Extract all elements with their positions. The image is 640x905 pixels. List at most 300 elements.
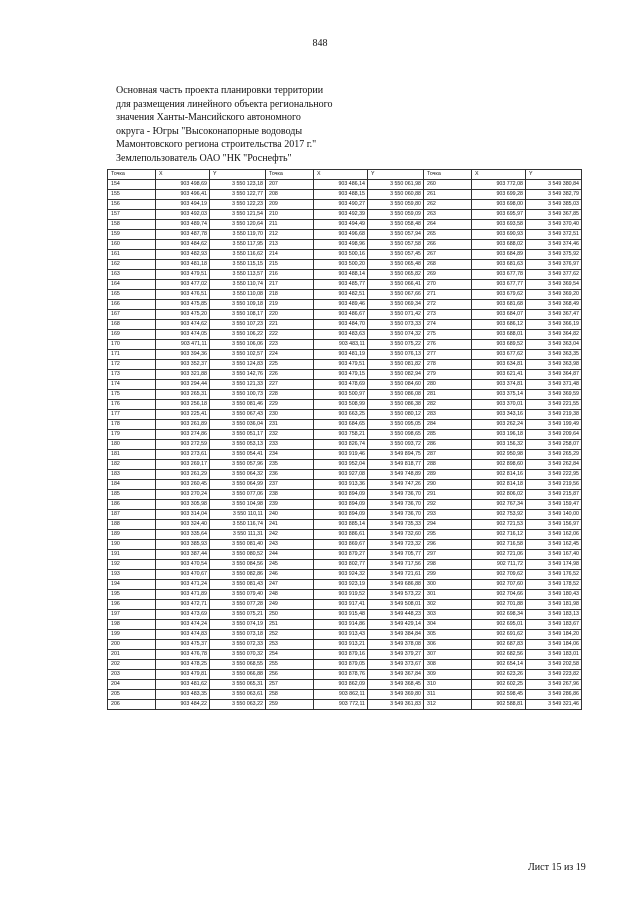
x-coordinate-cell: 903 879,05 — [314, 659, 368, 669]
y-coordinate-cell: 3 549 167,40 — [526, 549, 582, 559]
y-coordinate-cell: 3 550 116,62 — [210, 249, 266, 259]
x-coordinate-cell: 903 196,18 — [472, 429, 526, 439]
x-coordinate-cell: 903 919,46 — [314, 449, 368, 459]
x-coordinate-cell: 902 814,16 — [472, 469, 526, 479]
table-row — [108, 189, 582, 199]
y-coordinate-cell: 3 549 369,80 — [368, 689, 424, 699]
table-row — [108, 259, 582, 269]
point-number-cell: 192 — [108, 559, 156, 569]
point-number-cell: 193 — [108, 569, 156, 579]
x-coordinate-cell: 903 492,03 — [156, 209, 210, 219]
x-coordinate-cell: 903 483,35 — [156, 689, 210, 699]
point-number-cell: 228 — [266, 389, 314, 399]
y-coordinate-cell: 3 550 084,56 — [210, 559, 266, 569]
y-coordinate-cell: 3 549 209,64 — [526, 429, 582, 439]
table-row — [108, 689, 582, 699]
x-coordinate-cell: 902 950,98 — [472, 449, 526, 459]
y-coordinate-cell: 3 550 093,72 — [368, 439, 424, 449]
point-number-cell: 181 — [108, 449, 156, 459]
point-number-cell: 273 — [424, 309, 472, 319]
point-number-cell: 261 — [424, 189, 472, 199]
y-coordinate-cell: 3 550 065,31 — [210, 679, 266, 689]
y-coordinate-cell: 3 549 364,87 — [526, 369, 582, 379]
table-row — [108, 529, 582, 539]
point-number-cell: 302 — [424, 599, 472, 609]
table-row — [108, 289, 582, 299]
y-coordinate-cell: 3 549 159,47 — [526, 499, 582, 509]
table-row — [108, 339, 582, 349]
table-row — [108, 599, 582, 609]
point-number-cell: 252 — [266, 629, 314, 639]
point-number-cell: 189 — [108, 529, 156, 539]
point-number-cell: 258 — [266, 689, 314, 699]
x-coordinate-cell: 903 879,16 — [314, 649, 368, 659]
y-coordinate-cell: 3 549 321,46 — [526, 699, 582, 709]
y-coordinate-cell: 3 549 183,67 — [526, 619, 582, 629]
table-row — [108, 389, 582, 399]
point-number-cell: 299 — [424, 569, 472, 579]
y-coordinate-cell: 3 549 723,32 — [368, 539, 424, 549]
x-coordinate-cell: 903 484,62 — [156, 239, 210, 249]
point-number-cell: 202 — [108, 659, 156, 669]
y-coordinate-cell: 3 549 448,23 — [368, 609, 424, 619]
x-coordinate-cell: 903 477,02 — [156, 279, 210, 289]
heading-line: Землепользователь ОАО "НК "Роснефть" — [116, 152, 292, 164]
y-coordinate-cell: 3 550 081,40 — [210, 539, 266, 549]
y-coordinate-cell: 3 550 110,11 — [210, 509, 266, 519]
point-number-cell: 291 — [424, 489, 472, 499]
point-number-cell: 173 — [108, 369, 156, 379]
x-coordinate-cell: 903 269,17 — [156, 459, 210, 469]
y-coordinate-cell: 3 550 082,86 — [210, 569, 266, 579]
x-coordinate-cell: 903 474,05 — [156, 329, 210, 339]
y-coordinate-cell: 3 550 111,31 — [210, 529, 266, 539]
point-number-cell: 227 — [266, 379, 314, 389]
y-coordinate-cell: 3 550 059,80 — [368, 199, 424, 209]
y-coordinate-cell: 3 550 102,57 — [210, 349, 266, 359]
y-coordinate-cell: 3 549 721,61 — [368, 569, 424, 579]
y-coordinate-cell: 3 550 124,83 — [210, 359, 266, 369]
point-number-cell: 276 — [424, 339, 472, 349]
y-coordinate-cell: 3 550 107,23 — [210, 319, 266, 329]
x-coordinate-cell: 902 654,14 — [472, 659, 526, 669]
table-row — [108, 299, 582, 309]
table-row — [108, 179, 582, 189]
x-coordinate-cell: 903 478,69 — [314, 379, 368, 389]
coordinates-table — [107, 169, 582, 710]
x-coordinate-cell: 902 711,72 — [472, 559, 526, 569]
y-coordinate-cell: 3 549 180,43 — [526, 589, 582, 599]
y-coordinate-cell: 3 549 732,60 — [368, 529, 424, 539]
x-coordinate-cell: 903 486,67 — [314, 309, 368, 319]
y-coordinate-cell: 3 550 066,88 — [210, 669, 266, 679]
y-coordinate-cell: 3 549 183,13 — [526, 609, 582, 619]
point-number-cell: 281 — [424, 389, 472, 399]
y-coordinate-cell: 3 549 717,56 — [368, 559, 424, 569]
y-coordinate-cell: 3 550 064,99 — [210, 479, 266, 489]
y-coordinate-cell: 3 550 060,88 — [368, 189, 424, 199]
y-coordinate-cell: 3 549 222,95 — [526, 469, 582, 479]
x-coordinate-cell: 903 913,43 — [314, 629, 368, 639]
point-number-cell: 177 — [108, 409, 156, 419]
point-number-cell: 304 — [424, 619, 472, 629]
y-coordinate-cell: 3 549 184,06 — [526, 639, 582, 649]
y-coordinate-cell: 3 550 113,57 — [210, 269, 266, 279]
x-coordinate-cell: 903 262,24 — [472, 419, 526, 429]
y-coordinate-cell: 3 550 036,04 — [210, 419, 266, 429]
y-coordinate-cell: 3 549 176,52 — [526, 569, 582, 579]
x-coordinate-cell: 903 634,81 — [472, 359, 526, 369]
y-coordinate-cell: 3 550 106,06 — [210, 339, 266, 349]
point-number-cell: 239 — [266, 499, 314, 509]
point-number-cell: 237 — [266, 479, 314, 489]
point-number-cell: 241 — [266, 519, 314, 529]
x-coordinate-cell: 903 621,41 — [472, 369, 526, 379]
point-number-cell: 210 — [266, 209, 314, 219]
x-coordinate-cell: 902 691,62 — [472, 629, 526, 639]
column-header: Y — [526, 170, 582, 180]
x-coordinate-cell: 903 681,63 — [472, 259, 526, 269]
table-row — [108, 519, 582, 529]
point-number-cell: 287 — [424, 449, 472, 459]
x-coordinate-cell: 903 476,78 — [156, 649, 210, 659]
y-coordinate-cell: 3 550 058,48 — [368, 219, 424, 229]
x-coordinate-cell: 903 479,51 — [156, 269, 210, 279]
y-coordinate-cell: 3 549 162,45 — [526, 539, 582, 549]
x-coordinate-cell: 903 689,52 — [472, 339, 526, 349]
point-number-cell: 231 — [266, 419, 314, 429]
x-coordinate-cell: 903 471,89 — [156, 589, 210, 599]
point-number-cell: 266 — [424, 239, 472, 249]
y-coordinate-cell: 3 550 110,74 — [210, 279, 266, 289]
x-coordinate-cell: 903 498,69 — [156, 179, 210, 189]
x-coordinate-cell: 903 695,97 — [472, 209, 526, 219]
y-coordinate-cell: 3 549 747,26 — [368, 479, 424, 489]
y-coordinate-cell: 3 550 069,34 — [368, 299, 424, 309]
table-row — [108, 249, 582, 259]
table-row — [108, 309, 582, 319]
point-number-cell: 199 — [108, 629, 156, 639]
point-number-cell: 219 — [266, 299, 314, 309]
table-row — [108, 399, 582, 409]
table-row — [108, 489, 582, 499]
y-coordinate-cell: 3 550 115,15 — [210, 259, 266, 269]
x-coordinate-cell: 903 886,61 — [314, 529, 368, 539]
y-coordinate-cell: 3 550 065,48 — [368, 259, 424, 269]
point-number-cell: 310 — [424, 679, 472, 689]
point-number-cell: 184 — [108, 479, 156, 489]
y-coordinate-cell: 3 549 262,84 — [526, 459, 582, 469]
x-coordinate-cell: 903 256,18 — [156, 399, 210, 409]
y-coordinate-cell: 3 549 363,35 — [526, 349, 582, 359]
x-coordinate-cell: 903 492,39 — [314, 209, 368, 219]
point-number-cell: 238 — [266, 489, 314, 499]
point-number-cell: 298 — [424, 559, 472, 569]
y-coordinate-cell: 3 550 081,43 — [210, 579, 266, 589]
x-coordinate-cell: 902 698,34 — [472, 609, 526, 619]
table-row — [108, 589, 582, 599]
y-coordinate-cell: 3 549 375,92 — [526, 249, 582, 259]
x-coordinate-cell: 903 879,27 — [314, 549, 368, 559]
x-coordinate-cell: 903 156,32 — [472, 439, 526, 449]
x-coordinate-cell: 903 500,16 — [314, 249, 368, 259]
point-number-cell: 254 — [266, 649, 314, 659]
table-row — [108, 349, 582, 359]
point-number-cell: 226 — [266, 369, 314, 379]
y-coordinate-cell: 3 549 367,85 — [526, 209, 582, 219]
column-header: Точка — [266, 170, 314, 180]
table-row — [108, 669, 582, 679]
table-row — [108, 449, 582, 459]
table-row — [108, 429, 582, 439]
y-coordinate-cell: 3 550 063,22 — [210, 699, 266, 709]
x-coordinate-cell: 902 709,62 — [472, 569, 526, 579]
point-number-cell: 244 — [266, 549, 314, 559]
point-number-cell: 277 — [424, 349, 472, 359]
x-coordinate-cell: 903 508,99 — [314, 399, 368, 409]
table-row — [108, 699, 582, 709]
y-coordinate-cell: 3 550 071,42 — [368, 309, 424, 319]
x-coordinate-cell: 903 274,86 — [156, 429, 210, 439]
table-row — [108, 329, 582, 339]
x-coordinate-cell: 903 488,15 — [314, 189, 368, 199]
y-coordinate-cell: 3 549 367,47 — [526, 309, 582, 319]
x-coordinate-cell: 902 721,06 — [472, 549, 526, 559]
x-coordinate-cell: 903 686,12 — [472, 319, 526, 329]
x-coordinate-cell: 903 772,08 — [472, 179, 526, 189]
point-number-cell: 253 — [266, 639, 314, 649]
y-coordinate-cell: 3 550 122,23 — [210, 199, 266, 209]
point-number-cell: 216 — [266, 269, 314, 279]
y-coordinate-cell: 3 550 119,70 — [210, 229, 266, 239]
x-coordinate-cell: 903 394,36 — [156, 349, 210, 359]
point-number-cell: 179 — [108, 429, 156, 439]
point-number-cell: 164 — [108, 279, 156, 289]
y-coordinate-cell: 3 550 121,54 — [210, 209, 266, 219]
y-coordinate-cell: 3 549 368,49 — [526, 299, 582, 309]
table-header-row — [108, 170, 582, 180]
y-coordinate-cell: 3 549 573,22 — [368, 589, 424, 599]
y-coordinate-cell: 3 550 073,33 — [368, 319, 424, 329]
y-coordinate-cell: 3 550 051,17 — [210, 429, 266, 439]
point-number-cell: 221 — [266, 319, 314, 329]
x-coordinate-cell: 902 767,34 — [472, 499, 526, 509]
x-coordinate-cell: 903 913,36 — [314, 479, 368, 489]
x-coordinate-cell: 903 471,11 — [156, 339, 210, 349]
point-number-cell: 163 — [108, 269, 156, 279]
y-coordinate-cell: 3 549 219,38 — [526, 409, 582, 419]
point-number-cell: 233 — [266, 439, 314, 449]
point-number-cell: 186 — [108, 499, 156, 509]
y-coordinate-cell: 3 549 377,62 — [526, 269, 582, 279]
point-number-cell: 170 — [108, 339, 156, 349]
point-number-cell: 203 — [108, 669, 156, 679]
x-coordinate-cell: 903 915,48 — [314, 609, 368, 619]
y-coordinate-cell: 3 549 156,97 — [526, 519, 582, 529]
x-coordinate-cell: 903 693,58 — [472, 219, 526, 229]
point-number-cell: 262 — [424, 199, 472, 209]
point-number-cell: 268 — [424, 259, 472, 269]
point-number-cell: 301 — [424, 589, 472, 599]
x-coordinate-cell: 903 684,65 — [314, 419, 368, 429]
y-coordinate-cell: 3 549 286,86 — [526, 689, 582, 699]
x-coordinate-cell: 903 335,64 — [156, 529, 210, 539]
point-number-cell: 220 — [266, 309, 314, 319]
column-header: Точка — [424, 170, 472, 180]
x-coordinate-cell: 903 265,31 — [156, 389, 210, 399]
x-coordinate-cell: 903 475,37 — [156, 639, 210, 649]
point-number-cell: 194 — [108, 579, 156, 589]
x-coordinate-cell: 903 472,71 — [156, 599, 210, 609]
table-row — [108, 269, 582, 279]
x-coordinate-cell: 903 663,25 — [314, 409, 368, 419]
point-number-cell: 285 — [424, 429, 472, 439]
y-coordinate-cell: 3 549 736,70 — [368, 499, 424, 509]
y-coordinate-cell: 3 549 379,27 — [368, 649, 424, 659]
table-row — [108, 199, 582, 209]
y-coordinate-cell: 3 549 174,98 — [526, 559, 582, 569]
x-coordinate-cell: 903 481,62 — [156, 679, 210, 689]
x-coordinate-cell: 903 374,81 — [472, 379, 526, 389]
point-number-cell: 180 — [108, 439, 156, 449]
table-row — [108, 459, 582, 469]
y-coordinate-cell: 3 550 080,52 — [210, 549, 266, 559]
y-coordinate-cell: 3 549 380,84 — [526, 179, 582, 189]
x-coordinate-cell: 902 716,58 — [472, 539, 526, 549]
point-number-cell: 206 — [108, 699, 156, 709]
table-row — [108, 639, 582, 649]
table-row — [108, 609, 582, 619]
heading-line: значения Ханты-Мансийского автономного — [116, 112, 301, 124]
y-coordinate-cell: 3 550 121,33 — [210, 379, 266, 389]
x-coordinate-cell: 903 479,15 — [314, 369, 368, 379]
table-row — [108, 209, 582, 219]
point-number-cell: 205 — [108, 689, 156, 699]
point-number-cell: 167 — [108, 309, 156, 319]
y-coordinate-cell: 3 549 368,45 — [368, 679, 424, 689]
table-row — [108, 579, 582, 589]
point-number-cell: 309 — [424, 669, 472, 679]
y-coordinate-cell: 3 549 364,82 — [526, 329, 582, 339]
point-number-cell: 196 — [108, 599, 156, 609]
y-coordinate-cell: 3 550 075,21 — [210, 609, 266, 619]
y-coordinate-cell: 3 549 373,67 — [368, 659, 424, 669]
table-row — [108, 409, 582, 419]
column-header: X — [156, 170, 210, 180]
point-number-cell: 158 — [108, 219, 156, 229]
y-coordinate-cell: 3 550 074,32 — [368, 329, 424, 339]
x-coordinate-cell: 902 707,60 — [472, 579, 526, 589]
point-number-cell: 305 — [424, 629, 472, 639]
y-coordinate-cell: 3 549 369,20 — [526, 289, 582, 299]
point-number-cell: 157 — [108, 209, 156, 219]
point-number-cell: 178 — [108, 419, 156, 429]
y-coordinate-cell: 3 549 369,54 — [526, 279, 582, 289]
y-coordinate-cell: 3 550 067,43 — [210, 409, 266, 419]
y-coordinate-cell: 3 550 053,13 — [210, 439, 266, 449]
point-number-cell: 222 — [266, 329, 314, 339]
x-coordinate-cell: 903 681,68 — [472, 299, 526, 309]
x-coordinate-cell: 903 699,28 — [472, 189, 526, 199]
point-number-cell: 303 — [424, 609, 472, 619]
column-header: Точка — [108, 170, 156, 180]
y-coordinate-cell: 3 550 068,55 — [210, 659, 266, 669]
x-coordinate-cell: 903 261,29 — [156, 469, 210, 479]
heading-line: Мамонтовского региона строительства 2017 г." — [116, 139, 317, 151]
x-coordinate-cell: 903 684,89 — [472, 249, 526, 259]
y-coordinate-cell: 3 549 183,01 — [526, 649, 582, 659]
point-number-cell: 169 — [108, 329, 156, 339]
x-coordinate-cell: 903 352,37 — [156, 359, 210, 369]
y-coordinate-cell: 3 549 363,98 — [526, 359, 582, 369]
y-coordinate-cell: 3 549 140,00 — [526, 509, 582, 519]
y-coordinate-cell: 3 550 059,09 — [368, 209, 424, 219]
y-coordinate-cell: 3 549 370,40 — [526, 219, 582, 229]
x-coordinate-cell: 903 488,14 — [314, 269, 368, 279]
y-coordinate-cell: 3 550 108,17 — [210, 309, 266, 319]
y-coordinate-cell: 3 549 202,58 — [526, 659, 582, 669]
y-coordinate-cell: 3 549 382,79 — [526, 189, 582, 199]
y-coordinate-cell: 3 550 064,32 — [210, 469, 266, 479]
point-number-cell: 225 — [266, 359, 314, 369]
x-coordinate-cell: 903 273,61 — [156, 449, 210, 459]
point-number-cell: 250 — [266, 609, 314, 619]
y-coordinate-cell: 3 550 098,65 — [368, 429, 424, 439]
y-coordinate-cell: 3 549 378,08 — [368, 639, 424, 649]
y-coordinate-cell: 3 550 109,18 — [210, 299, 266, 309]
x-coordinate-cell: 903 370,01 — [472, 399, 526, 409]
x-coordinate-cell: 903 923,19 — [314, 579, 368, 589]
table-row — [108, 659, 582, 669]
y-coordinate-cell: 3 550 057,94 — [368, 229, 424, 239]
y-coordinate-cell: 3 550 081,82 — [368, 359, 424, 369]
y-coordinate-cell: 3 550 054,41 — [210, 449, 266, 459]
x-coordinate-cell: 903 494,19 — [156, 199, 210, 209]
table-row — [108, 369, 582, 379]
point-number-cell: 161 — [108, 249, 156, 259]
point-number-cell: 185 — [108, 489, 156, 499]
point-number-cell: 278 — [424, 359, 472, 369]
x-coordinate-cell: 903 913,21 — [314, 639, 368, 649]
y-coordinate-cell: 3 549 736,70 — [368, 489, 424, 499]
y-coordinate-cell: 3 550 106,22 — [210, 329, 266, 339]
point-number-cell: 156 — [108, 199, 156, 209]
y-coordinate-cell: 3 549 894,75 — [368, 449, 424, 459]
x-coordinate-cell: 903 225,41 — [156, 409, 210, 419]
point-number-cell: 214 — [266, 249, 314, 259]
x-coordinate-cell: 903 914,86 — [314, 619, 368, 629]
point-number-cell: 297 — [424, 549, 472, 559]
point-number-cell: 248 — [266, 589, 314, 599]
point-number-cell: 188 — [108, 519, 156, 529]
x-coordinate-cell: 903 894,09 — [314, 489, 368, 499]
point-number-cell: 280 — [424, 379, 472, 389]
point-number-cell: 290 — [424, 479, 472, 489]
y-coordinate-cell: 3 549 363,04 — [526, 339, 582, 349]
x-coordinate-cell: 903 758,21 — [314, 429, 368, 439]
point-number-cell: 269 — [424, 269, 472, 279]
y-coordinate-cell: 3 550 075,22 — [368, 339, 424, 349]
point-number-cell: 218 — [266, 289, 314, 299]
x-coordinate-cell: 903 677,62 — [472, 349, 526, 359]
y-coordinate-cell: 3 550 084,60 — [368, 379, 424, 389]
point-number-cell: 259 — [266, 699, 314, 709]
point-number-cell: 224 — [266, 349, 314, 359]
point-number-cell: 263 — [424, 209, 472, 219]
x-coordinate-cell: 903 500,97 — [314, 389, 368, 399]
point-number-cell: 307 — [424, 649, 472, 659]
x-coordinate-cell: 903 479,81 — [156, 669, 210, 679]
